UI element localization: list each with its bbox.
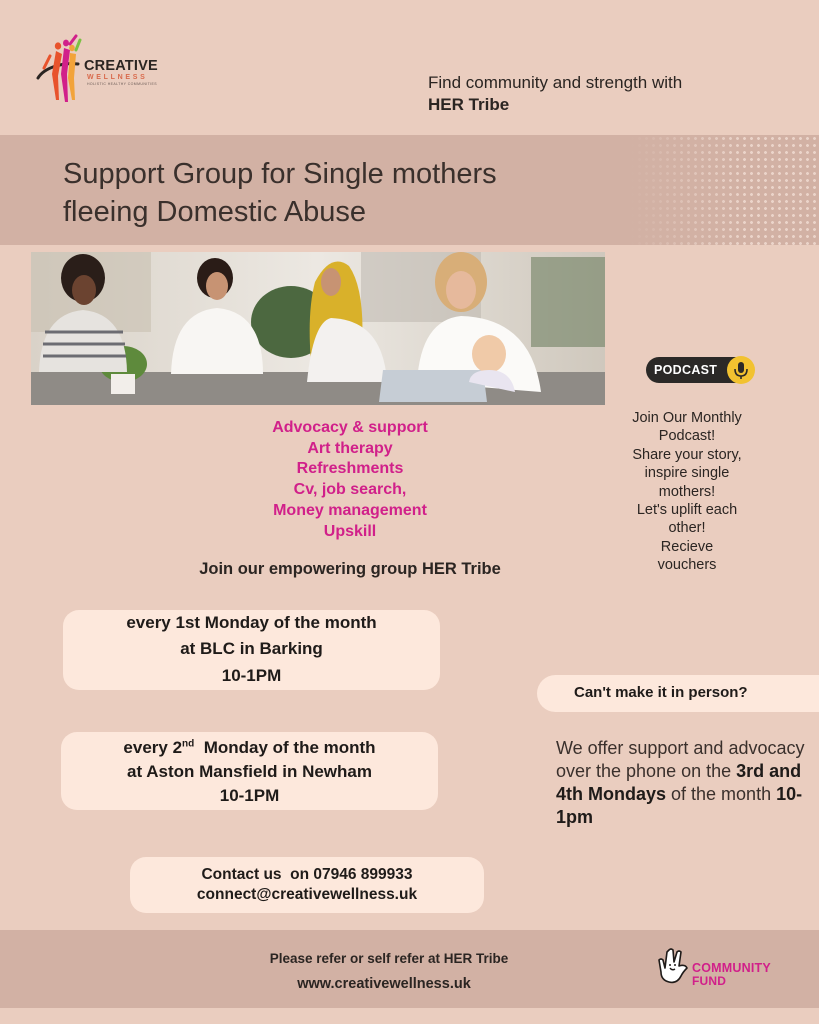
group-photo-image [31,252,605,405]
podcast-label: PODCAST [654,363,718,377]
service-item: Upskill [323,522,377,540]
remote-text: We offer support and advocacy over the phone on the [556,738,805,781]
podcast-line: vouchers [657,557,717,574]
page-title [63,155,497,231]
microphone-icon [727,356,755,384]
podcast-line: inspire single [644,465,730,482]
podcast-line: Podcast! [658,428,716,445]
group-photo [31,252,605,405]
join-text: Join our empowering group HER Tribe [199,560,501,578]
podcast-line: Recieve [660,538,714,555]
logo-name: CREATIVE [84,58,158,74]
contact-phone[interactable]: Contact us on 07946 899933 [201,866,413,883]
title-line1: Support Group for Single mothers [63,158,497,190]
podcast-line: Let's uplift each [636,502,738,519]
session-card-barking [63,610,440,690]
service-item: Cv, job search, [293,481,407,499]
podcast-line: Join Our Monthly [632,410,742,426]
session-day-pre: every 2 [123,738,183,757]
podcast-line: mothers! [658,483,716,500]
remote-description [556,737,806,829]
session-day-post: Monday of the month [194,738,376,757]
contact-card [130,857,484,913]
website-link[interactable]: www.creativewellness.uk [297,976,471,992]
logo-subtitle: WELLNESS [87,74,148,81]
service-item: Advocacy & support [272,419,428,436]
session-time: 10-1PM [219,786,280,805]
remote-heading: Can't make it in person? [574,684,748,701]
session-location: at BLC in Barking [180,639,323,658]
contact-email[interactable]: connect@creativewellness.uk [196,886,418,903]
podcast-line: Share your story, [632,446,742,463]
tagline-line2: HER Tribe [428,95,510,114]
remote-time: 10-1pm [556,784,803,827]
service-item: Art therapy [307,439,393,457]
session-location: at Aston Mansfield in Newham [127,762,372,781]
lottery-hand-icon [655,946,691,986]
session-day-sup: nd [182,738,195,750]
refer-text: Please refer or self refer at HER Tribe [269,951,509,966]
community-fund-label: COMMUNITY [692,961,771,975]
logo-tagline: HOLISTIC HEALTHY COMMUNITIES [87,82,157,86]
title-line2: fleeing Domestic Abuse [63,196,367,228]
remote-days: 3rd and 4th Mondays [556,761,802,804]
header-tagline [428,72,682,116]
remote-text: of the month [666,784,777,804]
session-card-newham [61,732,438,810]
service-item: Refreshments [296,460,404,478]
community-fund-label-2: FUND [692,974,727,988]
podcast-description [622,409,752,575]
halftone-pattern [629,135,819,245]
podcast-line: other! [668,520,706,537]
tagline-line1: Find community and strength with [428,73,683,92]
session-day [61,738,438,758]
service-item: Money management [273,501,427,519]
services-list [200,418,500,542]
session-time: 10-1PM [221,666,282,685]
session-day: every 1st Monday of the month [126,613,377,632]
